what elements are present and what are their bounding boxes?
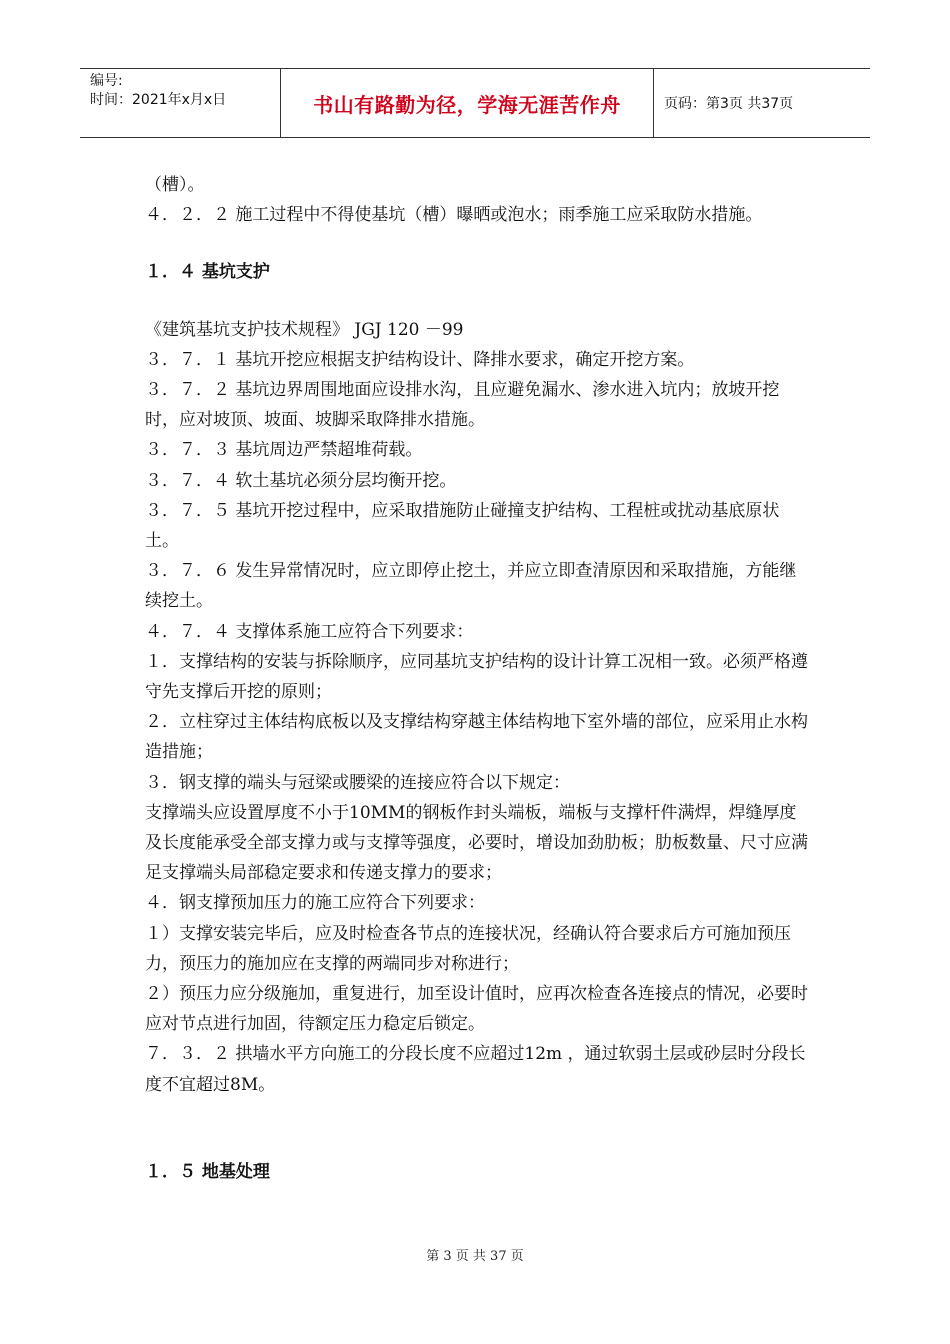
paragraph: ４．钢支撑预加压力的施工应符合下列要求： (145, 893, 485, 914)
paragraph: ４．２．２ 施工过程中不得使基坑（槽）曝晒或泡水；雨季施工应采取防水措施。 (145, 205, 763, 226)
page-footer: 第 3 页 共 37 页 (426, 1249, 524, 1264)
section-heading-1-4: １．４ 基坑支护 (145, 262, 270, 283)
paragraph: ３．７．５ 基坑开挖过程中，应采取措施防止碰撞支护结构、工程桩或扰动基底原状土。 (145, 500, 780, 552)
paragraph: ２）预压力应分级施加，重复进行，加至设计值时，应再次检查各连接点的情况，必要时应对节点进行加固，待额定压力稳定后锁定。 (145, 984, 808, 1035)
paragraph: （槽）。 (145, 175, 205, 195)
header-left-cell (80, 69, 281, 137)
paragraph: ３．７．１ 基坑开挖应根据支护结构设计、降排水要求，确定开挖方案。 (145, 349, 695, 370)
document-time-label: 时间：2021年x月x日 (90, 92, 227, 108)
paragraph: ３．钢支撑的端头与冠梁或腰梁的连接应符合以下规定： (145, 772, 570, 793)
paragraph: 支撑端头应设置厚度不小于10MM的钢板作封头端板，端板与支撑杆件满焊，焊缝厚度及长度能承受全部支撑力或与支撑等强度，必要时，增设加劲肋板；肋板数量、尺寸应满足支撑端头局部稳定要求和传递支撑力的要求； (145, 802, 808, 884)
paragraph: ４．７．４ 支撑体系施工应符合下列要求： (145, 621, 474, 642)
paragraph: １）支撑安装完毕后，应及时检查各节点的连接状况，经确认符合要求后方可施加预压力，预压力的施加应在支撑的两端同步对称进行； (145, 923, 791, 974)
header-page-code: 页码：第3页 共37页 (664, 96, 794, 112)
header-motto: 书山有路勤为径，学海无涯苦作舟 (281, 69, 654, 137)
page-header (80, 68, 870, 138)
standard-reference: 《建筑基坑支护技术规程》 JGJ 120 －99 (145, 319, 464, 340)
paragraph: ３．７．３ 基坑周边严禁超堆荷载。 (145, 440, 423, 461)
paragraph: ３．７．６ 发生异常情况时，应立即停止挖土，并应立即查清原因和采取措施，方能继续挖土。 (145, 561, 797, 612)
paragraph: ３．７．４ 软土基坑必须分层均衡开挖。 (145, 470, 457, 491)
paragraph: １．支撑结构的安装与拆除顺序，应同基坑支护结构的设计计算工况相一致。必须严格遵守先支撑后开挖的原则； (145, 651, 808, 703)
document-body (145, 170, 810, 1187)
paragraph: ２．立柱穿过主体结构底板以及支撑结构穿越主体结构地下室外墙的部位，应采用止水构造措施； (145, 712, 808, 763)
section-heading-1-5: １．５ 地基处理 (145, 1161, 270, 1182)
paragraph: ７．３．２ 拱墙水平方向施工的分段长度不应超过12m ，通过软弱土层或砂层时分段长度不宜超过8M。 (145, 1044, 806, 1095)
document-number-label: 编号: (90, 73, 123, 89)
paragraph: ３．７．２ 基坑边界周围地面应设排水沟，且应避免漏水、渗水进入坑内；放坡开挖时，应对坡顶、坡面、坡脚采取降排水措施。 (145, 380, 780, 431)
